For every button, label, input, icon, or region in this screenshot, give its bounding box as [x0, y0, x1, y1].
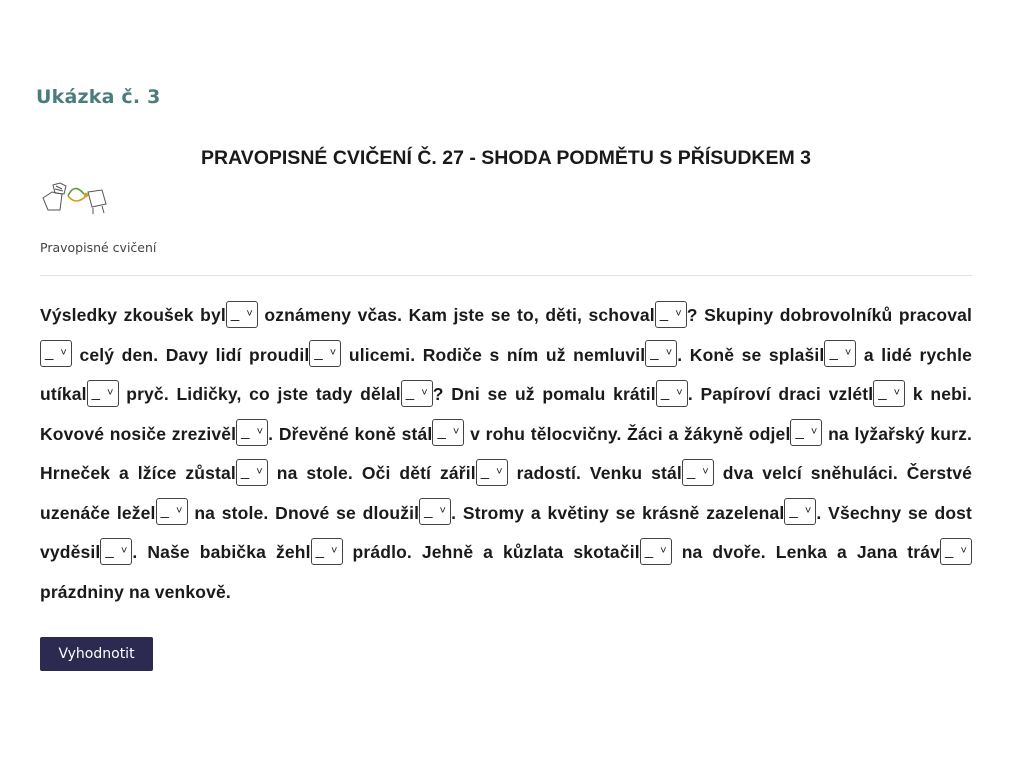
- dropdown-value: _: [437, 423, 446, 441]
- chevron-down-icon: ˅: [120, 544, 128, 557]
- submit-button[interactable]: Vyhodnotit: [40, 637, 153, 671]
- dropdown-value: _: [424, 502, 433, 520]
- blank-dropdown[interactable]: [236, 459, 268, 486]
- exercise-segment: ? Skupiny dobrovolníků pracoval: [686, 305, 972, 325]
- chevron-down-icon: ˅: [665, 347, 673, 360]
- dropdown-value: _: [945, 541, 954, 559]
- dropdown-value: _: [480, 462, 490, 480]
- dropdown-value: _: [829, 344, 838, 362]
- chevron-down-icon: ˅: [439, 505, 447, 518]
- exercise-segment: oznámeny včas. Kam jste se to, děti, schoval: [257, 305, 655, 325]
- blank-dropdown[interactable]: [824, 340, 856, 367]
- exercise-segment: celý den. Davy lidí proudil: [72, 344, 310, 365]
- exercise-segment: a lidé rychle utíkal: [40, 344, 973, 404]
- exercise-segment: radostí. Venku stál: [507, 463, 682, 483]
- chevron-down-icon: ˅: [702, 465, 709, 478]
- dropdown-value: _: [91, 383, 101, 401]
- blank-dropdown[interactable]: [309, 340, 341, 367]
- blank-dropdown[interactable]: [656, 380, 688, 407]
- dropdown-value: _: [405, 383, 415, 401]
- chevron-down-icon: ˅: [329, 347, 337, 360]
- blank-dropdown[interactable]: [784, 498, 816, 525]
- blank-dropdown[interactable]: [401, 380, 433, 407]
- dropdown-value: _: [660, 383, 670, 401]
- chevron-down-icon: ˅: [893, 386, 901, 399]
- chevron-down-icon: ˅: [421, 386, 428, 399]
- blank-dropdown[interactable]: [655, 301, 687, 328]
- dropdown-value: _: [686, 462, 696, 480]
- dropdown-value: _: [315, 541, 325, 559]
- blank-dropdown[interactable]: [156, 498, 188, 525]
- exercise-segment: na lyžařský kurz. Hrneček a lžíce zůstal: [40, 423, 972, 483]
- blank-dropdown[interactable]: [100, 538, 132, 565]
- chevron-down-icon: ˅: [452, 426, 460, 439]
- dropdown-value: _: [795, 423, 804, 441]
- divider: [40, 275, 972, 276]
- blank-dropdown[interactable]: [682, 459, 714, 486]
- exercise-segment: Výsledky zkoušek byl: [40, 305, 226, 325]
- blank-dropdown[interactable]: [419, 498, 451, 525]
- dropdown-value: _: [241, 423, 250, 441]
- exercise-segment: ulicemi. Rodiče s ním už nemluvil: [341, 344, 646, 365]
- blank-dropdown[interactable]: [87, 380, 119, 407]
- exercise-illustration: [40, 180, 112, 222]
- chevron-down-icon: ˅: [676, 386, 683, 399]
- exercise-segment: pryč. Lidičky, co jste tady dělal: [118, 384, 401, 404]
- blank-dropdown[interactable]: [236, 419, 268, 446]
- sample-label: Ukázka č. 3: [36, 86, 161, 108]
- chevron-down-icon: ˅: [107, 386, 114, 399]
- dropdown-value: _: [45, 344, 54, 362]
- dropdown-value: _: [314, 344, 323, 362]
- exercise-segment: . Naše babička žehl: [132, 542, 311, 562]
- exercise-segment: ? Dni se už pomalu krátil: [432, 384, 656, 404]
- dropdown-value: _: [105, 541, 114, 559]
- exercise-segment: v rohu tělocvičny. Žáci a žákyně odjel: [464, 423, 791, 444]
- dropdown-value: _: [160, 502, 170, 520]
- blank-dropdown[interactable]: [226, 301, 258, 328]
- exercise-segment: na stole. Oči dětí zářil: [267, 463, 476, 483]
- blank-dropdown[interactable]: [476, 459, 508, 486]
- dropdown-value: _: [230, 304, 240, 322]
- dropdown-value: _: [659, 304, 669, 322]
- exercise-segment: . Koně se splašil: [677, 344, 825, 365]
- blank-dropdown[interactable]: [645, 340, 677, 367]
- exercise-segment: . Dřevěné koně stál: [268, 423, 433, 444]
- exercise-segment: . Stromy a květiny se krásně zazelenal: [451, 502, 785, 523]
- chevron-down-icon: ˅: [660, 544, 667, 557]
- blank-dropdown[interactable]: [640, 538, 672, 565]
- chevron-down-icon: ˅: [175, 505, 183, 518]
- chevron-down-icon: ˅: [60, 347, 67, 360]
- dropdown-value: _: [650, 344, 659, 362]
- blank-dropdown[interactable]: [40, 340, 72, 367]
- chevron-down-icon: ˅: [331, 544, 338, 557]
- dropdown-value: _: [789, 502, 798, 520]
- chevron-down-icon: ˅: [496, 465, 503, 478]
- exercise-segment: . Všechny se dost vyděsil: [40, 502, 973, 562]
- dropdown-value: _: [644, 541, 654, 559]
- blank-dropdown[interactable]: [311, 538, 343, 565]
- chevron-down-icon: ˅: [810, 426, 818, 439]
- chevron-down-icon: ˅: [256, 426, 264, 439]
- chevron-down-icon: ˅: [960, 544, 968, 557]
- blank-dropdown[interactable]: [873, 380, 905, 407]
- exercise-segment: prádlo. Jehně a kůzlata skotačil: [342, 542, 640, 562]
- chevron-down-icon: ˅: [246, 307, 253, 320]
- exercise-segment: na stole. Dnové se dloužil: [187, 502, 420, 523]
- exercise-segment: . Papíroví draci vzlétl: [687, 384, 874, 404]
- activity-type-label: Pravopisné cvičení: [40, 240, 157, 255]
- chevron-down-icon: ˅: [844, 347, 852, 360]
- blank-dropdown[interactable]: [432, 419, 464, 446]
- exercise-segment: prázdniny na venkově.: [40, 581, 231, 602]
- blank-dropdown[interactable]: [940, 538, 972, 565]
- chevron-down-icon: ˅: [804, 505, 812, 518]
- exercise-segment: k nebi. Kovové nosiče zrezivěl: [40, 384, 972, 444]
- chevron-down-icon: ˅: [256, 465, 263, 478]
- page-title: PRAVOPISNÉ CVIČENÍ Č. 27 - SHODA PODMĚTU S PŘÍSUDKEM 3: [200, 147, 811, 169]
- exercise-text: [40, 296, 972, 612]
- blank-dropdown[interactable]: [790, 419, 822, 446]
- exercise-segment: dva velcí sněhuláci. Čerstvé uzenáče ležel: [40, 463, 973, 523]
- chevron-down-icon: ˅: [675, 307, 682, 320]
- dropdown-value: _: [240, 462, 250, 480]
- exercise-segment: na dvoře. Lenka a Jana tráv: [671, 542, 941, 562]
- dropdown-value: _: [878, 383, 887, 401]
